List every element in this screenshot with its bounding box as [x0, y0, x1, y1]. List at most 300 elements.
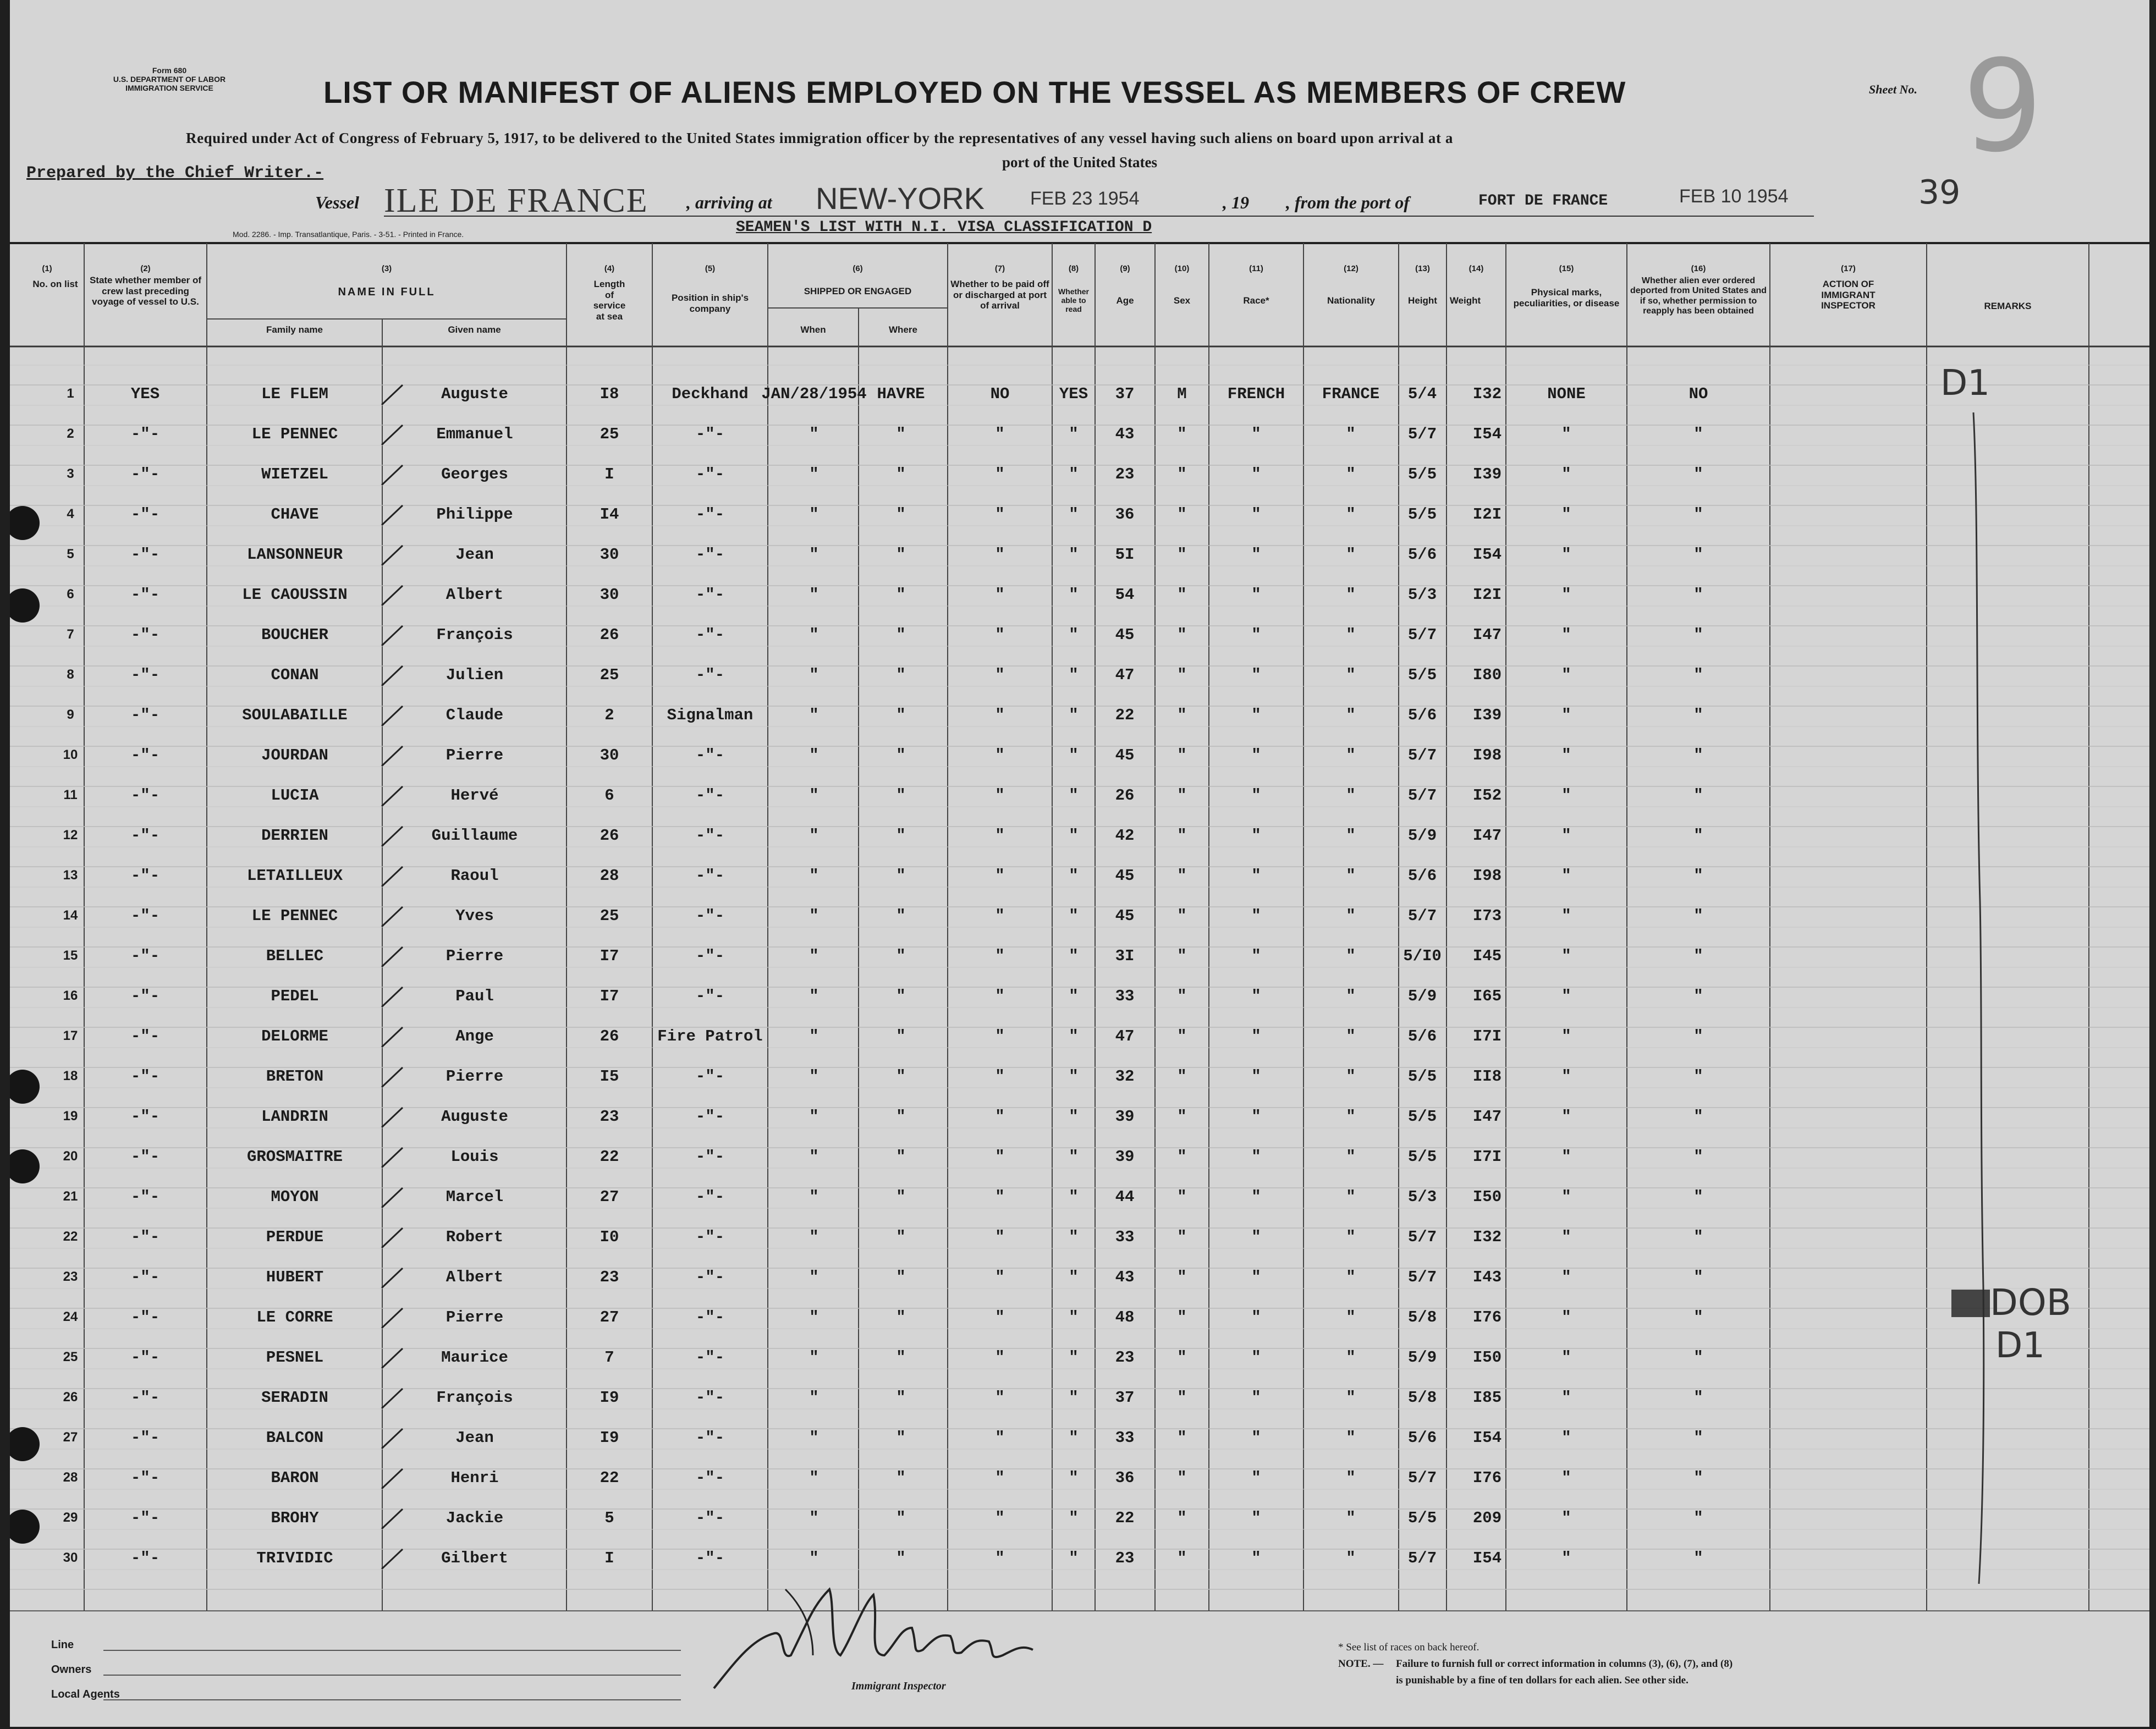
cell-family-name: LUCIA: [271, 786, 319, 805]
cell-age: 37: [1115, 385, 1135, 403]
cell-physical-marks: ": [1561, 867, 1571, 885]
cell-deported: ": [1693, 786, 1703, 805]
cell-paid-off: ": [995, 1148, 1005, 1166]
cell-deported: ": [1693, 586, 1703, 604]
cell-shipped-where: ": [896, 505, 906, 524]
cell-position: -"-: [695, 1429, 725, 1447]
cell-able-to-read: ": [1069, 546, 1079, 564]
col-num: (16): [1691, 264, 1706, 273]
cell-age: 44: [1115, 1188, 1135, 1206]
cell-weight: I47: [1472, 1108, 1502, 1126]
cell-deported: ": [1693, 465, 1703, 483]
cell-deported: ": [1693, 1188, 1703, 1206]
remark-bracket-line: [1968, 407, 2001, 1589]
cell-row-number: 6: [67, 587, 74, 602]
cell-shipped-when: ": [809, 1268, 819, 1286]
cell-height: 5/6: [1407, 867, 1437, 885]
cell-prev-voyage: -"-: [130, 1389, 160, 1407]
cell-able-to-read: ": [1069, 1027, 1079, 1045]
cell-service-length: 27: [600, 1188, 619, 1206]
cell-age: 42: [1115, 827, 1135, 845]
cell-weight: I47: [1472, 626, 1502, 644]
col-num: (9): [1120, 264, 1130, 273]
col-when-label: When: [800, 324, 826, 335]
printer-line: Mod. 2286. - Imp. Transatlantique, Paris. - 3-51. - Printed in France.: [233, 230, 464, 239]
col-num: (6): [853, 264, 863, 273]
cell-row-number: 25: [63, 1350, 78, 1364]
cell-sex: ": [1177, 1188, 1187, 1206]
cell-race: ": [1251, 1549, 1261, 1567]
check-slash-icon: [378, 1146, 406, 1170]
check-slash-icon: [378, 1226, 406, 1250]
cell-weight: I43: [1472, 1268, 1502, 1286]
col-num: (7): [994, 264, 1005, 273]
cell-height: 5/7: [1407, 746, 1437, 764]
cell-nationality: ": [1346, 586, 1356, 604]
cell-deported: ": [1693, 827, 1703, 845]
inspector-label: Immigrant Inspector: [851, 1680, 946, 1692]
col-num: (15): [1559, 264, 1574, 273]
cell-given-name: Georges: [441, 465, 508, 483]
vessel-name: ILE DE FRANCE: [384, 182, 648, 219]
cell-weight: I2I: [1472, 505, 1502, 524]
cell-physical-marks: ": [1561, 626, 1571, 644]
table-row: [10, 827, 2149, 849]
cell-age: 45: [1115, 746, 1135, 764]
cell-service-length: I7: [600, 947, 619, 965]
note-line-1: Failure to furnish full or correct information in columns (3), (6), (7), and (8): [1396, 1658, 1733, 1670]
cell-nationality: ": [1346, 1469, 1356, 1487]
cell-given-name: Albert: [446, 1268, 504, 1286]
check-slash-icon: [378, 784, 406, 808]
table-row: [10, 746, 2149, 768]
cell-given-name: Auguste: [441, 1108, 508, 1126]
cell-height: 5/5: [1407, 1509, 1437, 1527]
col-label: ACTION OF IMMIGRANT INSPECTOR: [1821, 279, 1876, 311]
cell-shipped-where: ": [896, 746, 906, 764]
subtitle-line-1: Required under Act of Congress of February 5, 1917, to be delivered to the United States immigration officer by the representatives of any vessel having such aliens on board upon arrival at a: [186, 130, 1454, 146]
cell-deported: ": [1693, 706, 1703, 724]
cell-shipped-where: ": [896, 425, 906, 443]
cell-height: 5/7: [1407, 1268, 1437, 1286]
cell-deported: ": [1693, 1228, 1703, 1246]
cell-paid-off: ": [995, 1067, 1005, 1086]
table-row: [10, 425, 2149, 447]
col-label: Length of service at sea: [593, 279, 626, 322]
cell-sex: ": [1177, 1389, 1187, 1407]
cell-height: 5/6: [1407, 1429, 1437, 1447]
cell-position: -"-: [695, 1188, 725, 1206]
cell-deported: ": [1693, 1389, 1703, 1407]
cell-paid-off: ": [995, 666, 1005, 684]
cell-paid-off: ": [995, 1268, 1005, 1286]
cell-paid-off: ": [995, 505, 1005, 524]
cell-weight: I32: [1472, 1228, 1502, 1246]
table-row: [10, 1188, 2149, 1210]
cell-physical-marks: ": [1561, 465, 1571, 483]
table-row: [10, 666, 2149, 688]
table-row: [10, 1308, 2149, 1330]
arriving-label: , arriving at: [686, 192, 772, 212]
cell-physical-marks: ": [1561, 706, 1571, 724]
cell-service-length: 25: [600, 666, 619, 684]
table-row: [10, 626, 2149, 648]
table-row: [10, 1469, 2149, 1491]
cell-prev-voyage: -"-: [130, 546, 160, 564]
cell-prev-voyage: -"-: [130, 1188, 160, 1206]
cell-position: -"-: [695, 546, 725, 564]
cell-deported: ": [1693, 626, 1703, 644]
cell-age: 22: [1115, 1509, 1135, 1527]
cell-row-number: 4: [67, 506, 74, 521]
cell-shipped-when: ": [809, 746, 819, 764]
cell-weight: I7I: [1472, 1027, 1502, 1045]
arrival-date: FEB 23 1954: [1030, 188, 1140, 209]
cell-service-length: 30: [600, 546, 619, 564]
cell-shipped-when: ": [809, 586, 819, 604]
cell-nationality: ": [1346, 465, 1356, 483]
check-slash-icon: [378, 1507, 406, 1531]
col-label: No. on list: [32, 279, 78, 289]
cell-given-name: Jean: [455, 1429, 494, 1447]
cell-family-name: SERADIN: [261, 1389, 328, 1407]
sheet-number: 9: [1962, 34, 2043, 180]
cell-height: 5/7: [1407, 907, 1437, 925]
cell-paid-off: ": [995, 987, 1005, 1005]
cell-paid-off: NO: [990, 385, 1010, 403]
cell-service-length: I: [604, 465, 614, 483]
cell-weight: I39: [1472, 706, 1502, 724]
col-num: (5): [705, 264, 716, 273]
cell-able-to-read: ": [1069, 1067, 1079, 1086]
cell-race: ": [1251, 987, 1261, 1005]
cell-position: -"-: [695, 1549, 725, 1567]
col-header-12: [1304, 249, 1399, 353]
cell-prev-voyage: -"-: [130, 1348, 160, 1367]
cell-given-name: Philippe: [436, 505, 513, 524]
cell-shipped-when: ": [809, 546, 819, 564]
cell-shipped-when: ": [809, 1389, 819, 1407]
cell-shipped-when: ": [809, 1228, 819, 1246]
cell-given-name: Hervé: [450, 786, 499, 805]
cell-race: ": [1251, 1509, 1261, 1527]
cell-nationality: ": [1346, 1509, 1356, 1527]
cell-race: FRENCH: [1227, 385, 1285, 403]
cell-paid-off: ": [995, 1188, 1005, 1206]
cell-given-name: Emmanuel: [436, 425, 513, 443]
cell-given-name: Pierre: [446, 746, 504, 764]
cell-age: 47: [1115, 666, 1135, 684]
cell-shipped-when: ": [809, 907, 819, 925]
col-num: (1): [42, 264, 52, 273]
cell-position: -"-: [695, 626, 725, 644]
cell-age: 39: [1115, 1108, 1135, 1126]
cell-nationality: ": [1346, 1389, 1356, 1407]
cell-given-name: Maurice: [441, 1348, 508, 1367]
check-slash-icon: [378, 383, 406, 407]
cell-prev-voyage: -"-: [130, 1108, 160, 1126]
cell-family-name: MOYON: [271, 1188, 319, 1206]
check-slash-icon: [378, 1065, 406, 1089]
cell-sex: ": [1177, 1067, 1187, 1086]
col-header-13: [1399, 249, 1447, 353]
table-row: [10, 465, 2149, 487]
cell-prev-voyage: -"-: [130, 867, 160, 885]
cell-height: 5/7: [1407, 425, 1437, 443]
cell-height: 5/3: [1407, 1188, 1437, 1206]
cell-height: 5/5: [1407, 666, 1437, 684]
cell-prev-voyage: -"-: [130, 827, 160, 845]
cell-shipped-when: ": [809, 987, 819, 1005]
col-num: (13): [1415, 264, 1430, 273]
cell-sex: ": [1177, 465, 1187, 483]
cell-height: 5/3: [1407, 586, 1437, 604]
from-label: , from the port of: [1286, 192, 1410, 212]
cell-nationality: ": [1346, 947, 1356, 965]
check-slash-icon: [378, 624, 406, 648]
col-label: Physical marks, peculiarities, or disease: [1513, 287, 1620, 309]
check-slash-icon: [378, 1306, 406, 1330]
cell-service-length: 22: [600, 1148, 619, 1166]
cell-age: 23: [1115, 465, 1135, 483]
cell-family-name: WIETZEL: [261, 465, 328, 483]
cell-shipped-where: ": [896, 1268, 906, 1286]
col-label: State whether member of crew last preceding voyage of vessel to U.S.: [89, 275, 202, 307]
cell-given-name: Robert: [446, 1228, 504, 1246]
col-header-14: [1447, 249, 1506, 353]
col-header-5: [652, 249, 768, 353]
cell-sex: ": [1177, 706, 1187, 724]
cell-race: ": [1251, 867, 1261, 885]
check-slash-icon: [378, 463, 406, 487]
cell-able-to-read: ": [1069, 505, 1079, 524]
cell-paid-off: ": [995, 425, 1005, 443]
cell-deported: ": [1693, 987, 1703, 1005]
cell-shipped-where: ": [896, 1148, 906, 1166]
cell-weight: I52: [1472, 786, 1502, 805]
col-label: Height: [1408, 295, 1437, 306]
cell-shipped-where: ": [896, 1509, 906, 1527]
cell-nationality: ": [1346, 1549, 1356, 1567]
check-slash-icon: [378, 423, 406, 447]
cell-paid-off: ": [995, 1509, 1005, 1527]
cell-given-name: Ange: [455, 1027, 494, 1045]
cell-sex: ": [1177, 1027, 1187, 1045]
cell-row-number: 7: [67, 627, 74, 642]
cell-nationality: ": [1346, 907, 1356, 925]
cell-shipped-when: ": [809, 1429, 819, 1447]
cell-deported: ": [1693, 1429, 1703, 1447]
cell-prev-voyage: -"-: [130, 746, 160, 764]
cell-family-name: LETAILLEUX: [246, 867, 343, 885]
cell-sex: ": [1177, 626, 1187, 644]
visa-note: SEAMEN'S LIST WITH N.I. VISA CLASSIFICATION D: [736, 219, 1152, 236]
note-line-2: is punishable by a fine of ten dollars for each alien. See other side.: [1396, 1675, 1689, 1686]
footer-owners: Owners: [51, 1664, 92, 1676]
cell-deported: NO: [1689, 385, 1708, 403]
table-row: [10, 1067, 2149, 1089]
cell-position: -"-: [695, 505, 725, 524]
cell-shipped-where: ": [896, 1348, 906, 1367]
cell-age: 43: [1115, 425, 1135, 443]
cell-able-to-read: ": [1069, 1188, 1079, 1206]
cell-nationality: FRANCE: [1322, 385, 1380, 403]
cell-prev-voyage: -"-: [130, 1148, 160, 1166]
cell-physical-marks: ": [1561, 907, 1571, 925]
cell-service-length: 2: [604, 706, 614, 724]
cell-shipped-where: HAVRE: [877, 385, 925, 403]
cell-family-name: LE CAOUSSIN: [242, 586, 348, 604]
col-label: Race*: [1243, 295, 1269, 306]
cell-service-length: 26: [600, 1027, 619, 1045]
cell-able-to-read: ": [1069, 746, 1079, 764]
cell-height: 5/6: [1407, 546, 1437, 564]
cell-sex: ": [1177, 947, 1187, 965]
col-label: Age: [1116, 295, 1134, 306]
cell-able-to-read: ": [1069, 425, 1079, 443]
cell-able-to-read: ": [1069, 1469, 1079, 1487]
sheet-label: Sheet No.: [1869, 82, 1917, 96]
cell-given-name: Claude: [446, 706, 504, 724]
cell-paid-off: ": [995, 827, 1005, 845]
remark-dob: DOB: [1990, 1281, 2072, 1324]
check-slash-icon: [378, 1386, 406, 1411]
cell-given-name: Jean: [455, 546, 494, 564]
cell-family-name: PESNEL: [266, 1348, 324, 1367]
cell-height: 5/8: [1407, 1389, 1437, 1407]
cell-weight: I65: [1472, 987, 1502, 1005]
cell-nationality: ": [1346, 1067, 1356, 1086]
col-label: Sex: [1173, 295, 1191, 306]
cell-service-length: 22: [600, 1469, 619, 1487]
check-slash-icon: [378, 1105, 406, 1130]
cell-age: 36: [1115, 1469, 1135, 1487]
cell-shipped-when: ": [809, 706, 819, 724]
cell-able-to-read: ": [1069, 626, 1079, 644]
department: U.S. DEPARTMENT OF LABOR: [113, 75, 226, 84]
cell-age: 45: [1115, 867, 1135, 885]
cell-position: Fire Patrol: [657, 1027, 763, 1045]
col-num: (8): [1068, 264, 1079, 273]
cell-row-number: 1: [67, 386, 74, 401]
cell-race: ": [1251, 1348, 1261, 1367]
cell-weight: I47: [1472, 827, 1502, 845]
cell-prev-voyage: -"-: [130, 907, 160, 925]
cell-weight: II8: [1472, 1067, 1502, 1086]
cell-position: -"-: [695, 1268, 725, 1286]
cell-shipped-when: JAN/28/1954: [761, 385, 867, 403]
cell-shipped-where: ": [896, 827, 906, 845]
manifest-sheet: [10, 0, 2149, 1727]
cell-deported: ": [1693, 1268, 1703, 1286]
cell-shipped-when: ": [809, 1148, 819, 1166]
cell-shipped-where: ": [896, 465, 906, 483]
check-slash-icon: [378, 543, 406, 568]
cell-family-name: BROHY: [271, 1509, 319, 1527]
cell-race: ": [1251, 1148, 1261, 1166]
cell-deported: ": [1693, 666, 1703, 684]
footer-local-agents: Local Agents: [51, 1688, 120, 1700]
cell-shipped-when: ": [809, 465, 819, 483]
cell-row-number: 29: [63, 1510, 78, 1525]
cell-family-name: LE PENNEC: [251, 907, 338, 925]
cell-nationality: ": [1346, 1228, 1356, 1246]
cell-family-name: JOURDAN: [261, 746, 328, 764]
table-row: [10, 907, 2149, 929]
cell-paid-off: ": [995, 1549, 1005, 1567]
cell-family-name: DELORME: [261, 1027, 328, 1045]
cell-shipped-where: ": [896, 1549, 906, 1567]
cell-position: -"-: [695, 947, 725, 965]
cell-race: ": [1251, 546, 1261, 564]
cell-weight: I98: [1472, 867, 1502, 885]
cell-sex: ": [1177, 987, 1187, 1005]
cell-nationality: ": [1346, 1108, 1356, 1126]
cell-age: 45: [1115, 907, 1135, 925]
cell-row-number: 18: [63, 1069, 78, 1083]
table-row: [10, 1108, 2149, 1130]
cell-given-name: Pierre: [446, 1308, 504, 1326]
cell-race: ": [1251, 1027, 1261, 1045]
cell-prev-voyage: -"-: [130, 1027, 160, 1045]
cell-age: 54: [1115, 586, 1135, 604]
cell-paid-off: ": [995, 586, 1005, 604]
cell-shipped-where: ": [896, 706, 906, 724]
cell-height: 5/7: [1407, 626, 1437, 644]
table-row: [10, 1268, 2149, 1290]
cell-position: -"-: [695, 746, 725, 764]
cell-family-name: BRETON: [266, 1067, 324, 1086]
cell-age: 47: [1115, 1027, 1135, 1045]
cell-weight: I54: [1472, 425, 1502, 443]
cell-row-number: 16: [63, 988, 78, 1003]
cell-family-name: LANDRIN: [261, 1108, 328, 1126]
table-row: [10, 1148, 2149, 1170]
check-slash-icon: [378, 864, 406, 889]
service: IMMIGRATION SERVICE: [125, 84, 213, 93]
cell-physical-marks: ": [1561, 786, 1571, 805]
cell-paid-off: ": [995, 626, 1005, 644]
footer-line: Line: [51, 1639, 74, 1651]
cell-shipped-where: ": [896, 1188, 906, 1206]
check-slash-icon: [378, 1427, 406, 1451]
cell-service-length: 6: [604, 786, 614, 805]
cell-nationality: ": [1346, 867, 1356, 885]
cell-physical-marks: ": [1561, 546, 1571, 564]
cell-deported: ": [1693, 1027, 1703, 1045]
check-slash-icon: [378, 905, 406, 929]
cell-age: 48: [1115, 1308, 1135, 1326]
cell-shipped-where: ": [896, 947, 906, 965]
table-row: [10, 786, 2149, 808]
cell-age: 5I: [1115, 546, 1135, 564]
cell-row-number: 30: [63, 1550, 78, 1565]
check-slash-icon: [378, 1025, 406, 1049]
cell-weight: I98: [1472, 746, 1502, 764]
cell-service-length: I5: [600, 1067, 619, 1086]
cell-physical-marks: ": [1561, 1067, 1571, 1086]
cell-nationality: ": [1346, 1148, 1356, 1166]
table-row: [10, 1389, 2149, 1411]
col-header-4: [566, 249, 652, 353]
cell-shipped-where: ": [896, 1108, 906, 1126]
cell-prev-voyage: -"-: [130, 1067, 160, 1086]
cell-deported: ": [1693, 907, 1703, 925]
cell-deported: ": [1693, 1549, 1703, 1567]
cell-sex: ": [1177, 1308, 1187, 1326]
cell-paid-off: ": [995, 1348, 1005, 1367]
cell-shipped-when: ": [809, 1509, 819, 1527]
